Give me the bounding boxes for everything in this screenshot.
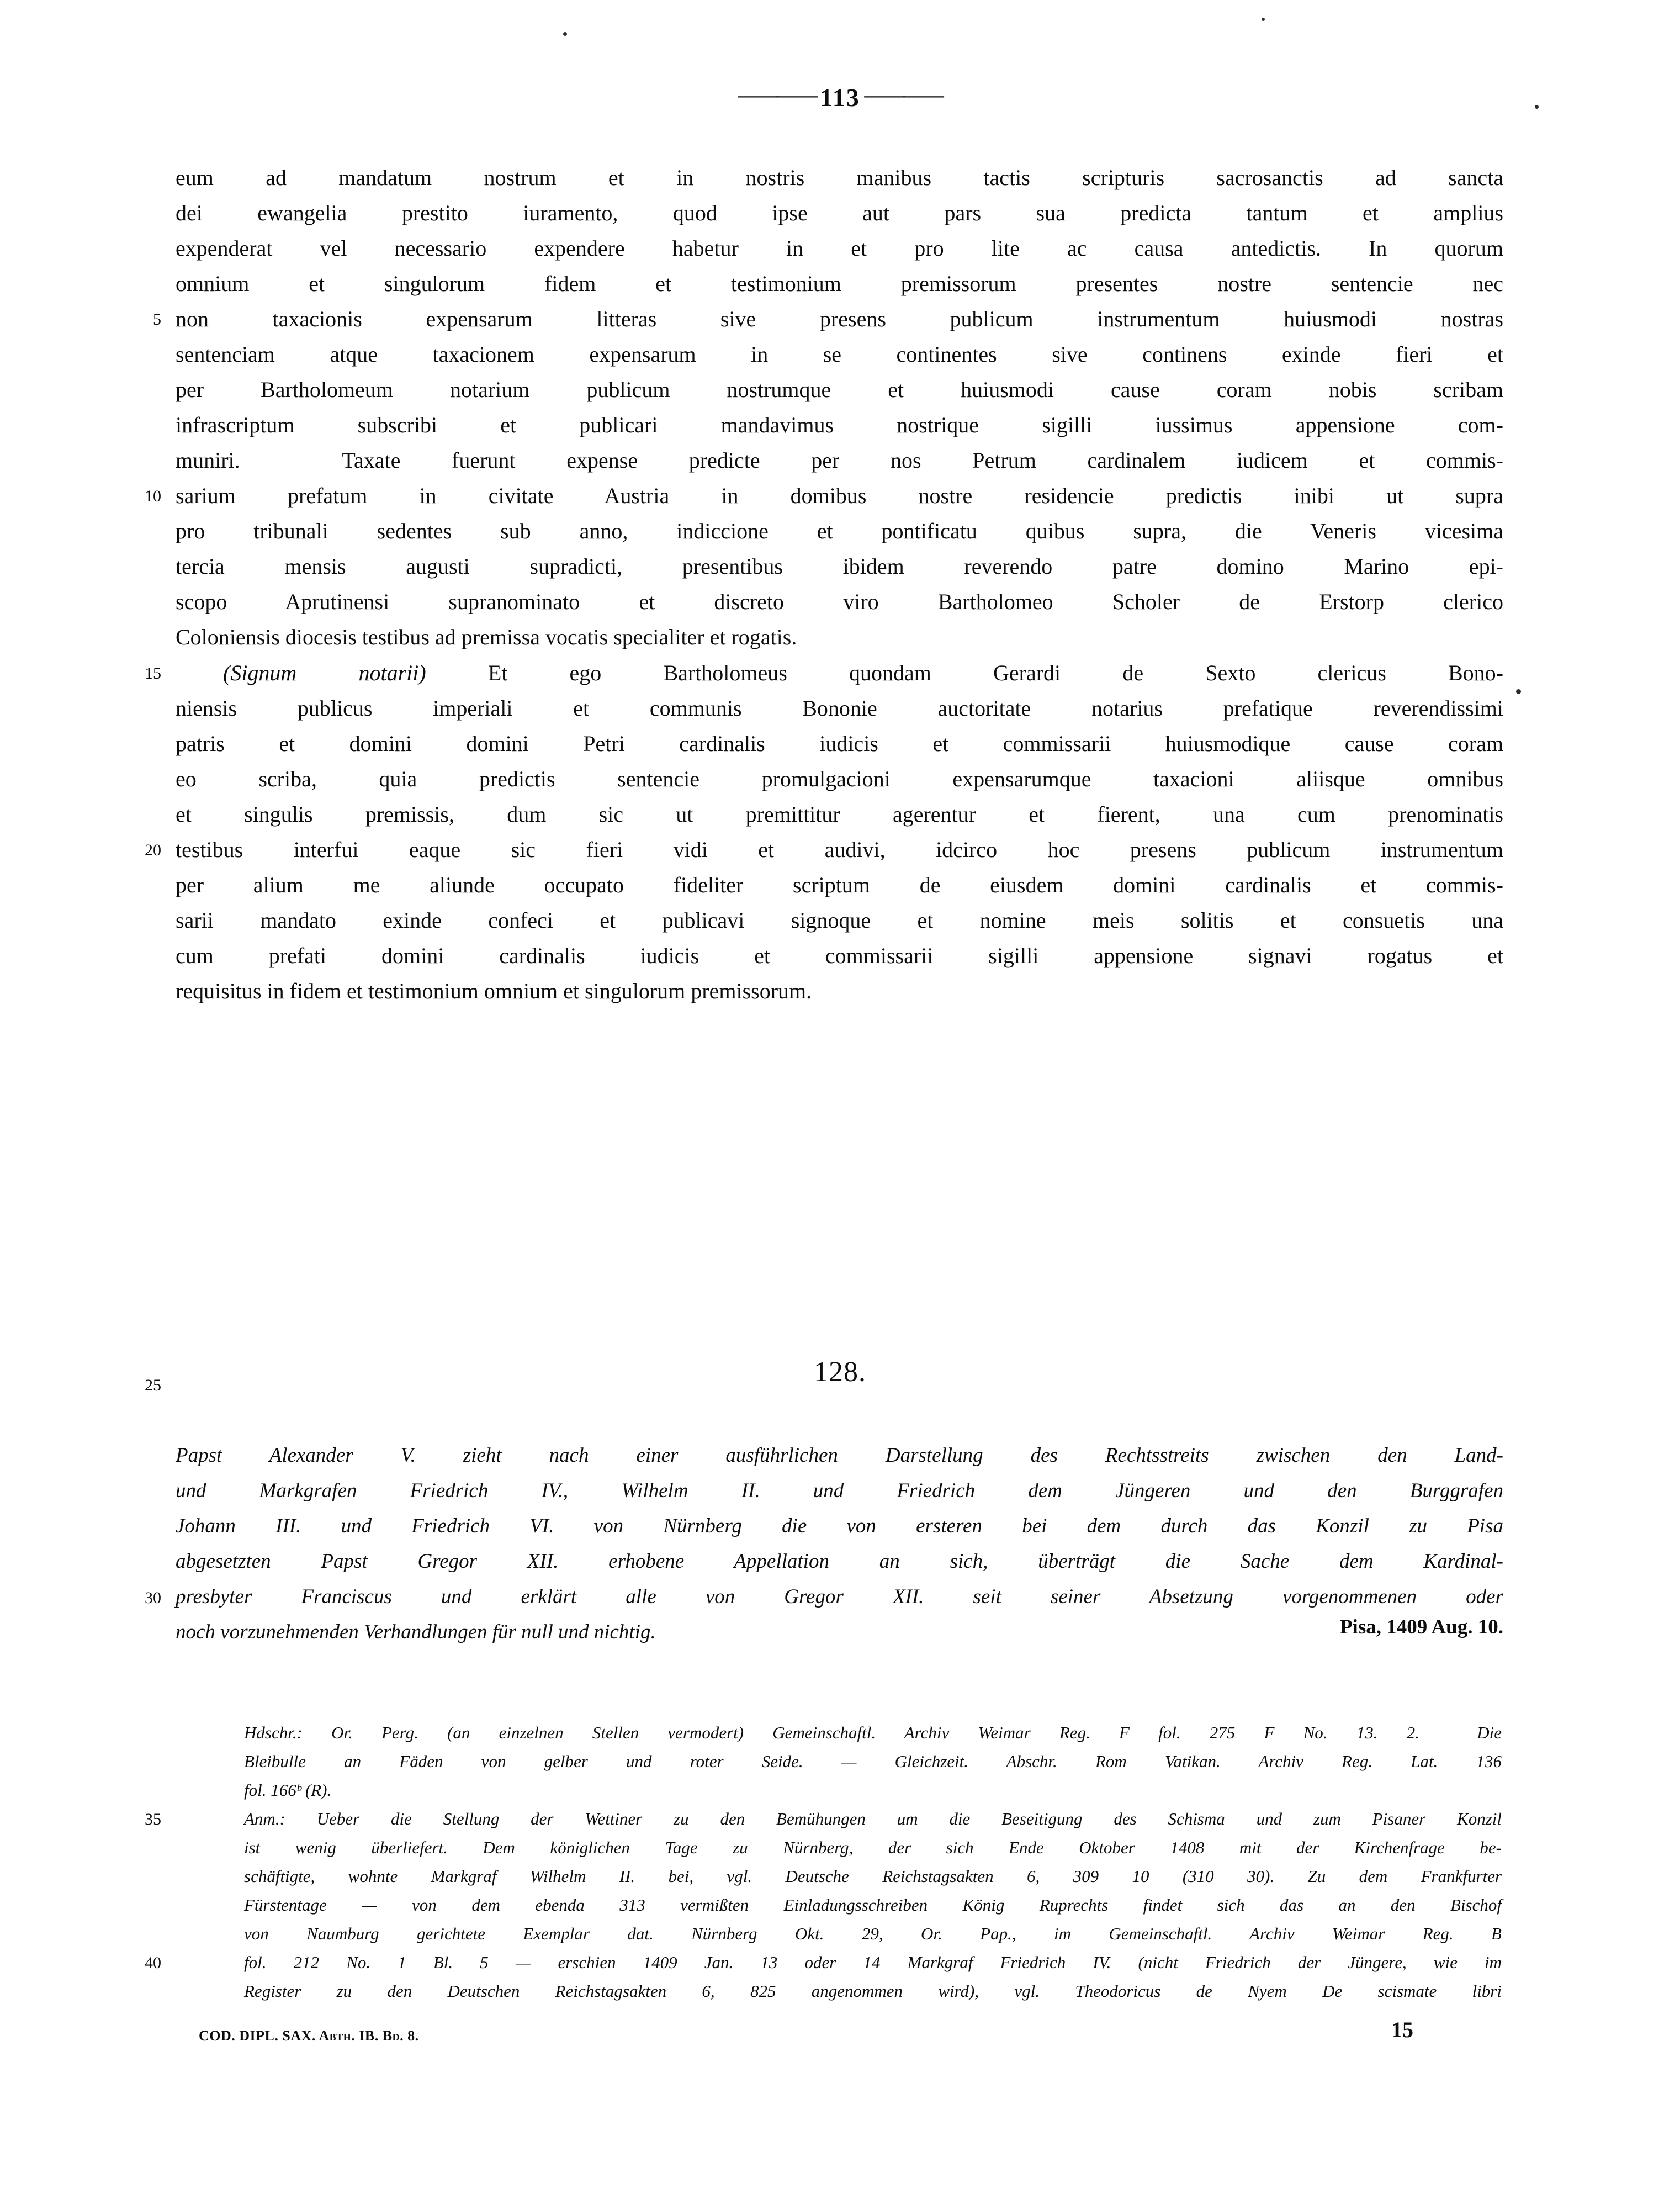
line-text-rest: Et ego Bartholomeus quondam Gerardi de Sexto clericus Bono- bbox=[426, 660, 1503, 685]
footer-series-label: COD. DIPL. SAX. Abth. IB. Bd. 8. bbox=[199, 2028, 419, 2044]
line-text: requisitus in fidem et testimonium omnium et singulorum premissorum. bbox=[176, 979, 812, 1003]
line-text: sarii mandato exinde confeci et publicavi signoque et nomine meis solitis et consuetis una bbox=[176, 908, 1503, 933]
text-line bbox=[176, 726, 1503, 762]
line-text: presbyter Franciscus und erklärt alle von Gregor XII. seit seiner Absetzung vorgenommenen oder bbox=[176, 1585, 1503, 1608]
note-label: Hdschr.: bbox=[244, 1723, 303, 1742]
page-number: 113 bbox=[820, 83, 860, 112]
text-line bbox=[176, 372, 1503, 408]
line-text: tercia mensis augusti supradicti, presentibus ibidem reverendo patre domino Marino epi- bbox=[176, 554, 1503, 579]
text-line bbox=[176, 974, 1503, 1009]
note-line bbox=[145, 1805, 1502, 1833]
note-text bbox=[221, 1948, 1502, 1977]
line-text: Johann III. und Friedrich VI. von Nürnberg die von ersteren bei dem durch das Konzil zu Pisa bbox=[176, 1515, 1503, 1537]
scan-speck bbox=[1535, 105, 1539, 109]
text-line bbox=[176, 337, 1503, 372]
line-text: expenderat vel necessario expendere habetur in et pro lite ac causa antedictis. In quorum bbox=[176, 236, 1503, 261]
scan-speck bbox=[1262, 18, 1265, 21]
page-header bbox=[0, 80, 1680, 112]
note-line bbox=[221, 1719, 1502, 1747]
text-line bbox=[176, 620, 1503, 655]
text-line bbox=[145, 1580, 1503, 1615]
line-text: infrascriptum subscribi et publicari mandavimus nostrique sigilli iussimus appensione com- bbox=[176, 413, 1503, 437]
note-text bbox=[221, 1920, 1502, 1948]
note-text bbox=[221, 1862, 1502, 1891]
text-line bbox=[176, 938, 1503, 974]
text-line bbox=[176, 408, 1503, 443]
line-number: 40 bbox=[145, 1954, 161, 1972]
line-number: 5 bbox=[153, 310, 161, 329]
text-line bbox=[145, 655, 1503, 691]
notes-apparatus bbox=[145, 1719, 1502, 2006]
text-line bbox=[176, 868, 1503, 903]
line-text: per alium me aliunde occupato fideliter scriptum de eiusdem domini cardinalis et commis- bbox=[176, 873, 1503, 897]
text-line bbox=[176, 1509, 1503, 1545]
line-text: per Bartholomeum notarium publicum nostrumque et huiusmodi cause coram nobis scribam bbox=[176, 377, 1503, 402]
note-body: fol. 166ᵇ (R). bbox=[244, 1780, 332, 1800]
text-line bbox=[176, 762, 1503, 797]
line-text: omnium et singulorum fidem et testimonium premissorum presentes nostre sentencie nec bbox=[176, 271, 1503, 296]
note-text bbox=[221, 1805, 1502, 1833]
signum-notarii-label: (Signum notarii) bbox=[223, 660, 426, 685]
note-line bbox=[221, 1833, 1502, 1862]
line-number: 10 bbox=[145, 487, 161, 505]
note-label: Anm.: bbox=[244, 1809, 285, 1828]
line-number: 25 bbox=[145, 1376, 161, 1394]
main-text-paragraph-2 bbox=[145, 655, 1503, 1009]
line-number: 35 bbox=[145, 1810, 161, 1828]
note-body: Or. Perg. (an einzelnen Stellen vermodert) Gemeinschaftl. Archiv Weimar Reg. F fol. 275 F No. 13. 2. Die bbox=[302, 1723, 1502, 1742]
line-text: non taxacionis expensarum litteras sive presens publicum instrumentum huiusmodi nostras bbox=[176, 306, 1503, 331]
text-line-with-date bbox=[176, 1615, 1503, 1651]
text-line bbox=[145, 478, 1503, 514]
note-line bbox=[221, 1776, 1502, 1805]
note-text bbox=[221, 1719, 1502, 1747]
note-text bbox=[221, 1977, 1502, 2006]
line-text: patris et domini domini Petri cardinalis iudicis et commissarii huiusmodique cause coram bbox=[176, 731, 1503, 756]
note-text bbox=[221, 1833, 1502, 1862]
note-line bbox=[221, 1977, 1502, 2006]
text-line bbox=[176, 549, 1503, 584]
text-line bbox=[176, 514, 1503, 549]
regest-paragraph bbox=[145, 1439, 1503, 1651]
line-text: muniri. Taxate fuerunt expense predicte per nos Petrum cardinalem iudicem et commis- bbox=[176, 448, 1503, 473]
line-text: eo scriba, quia predictis sentencie promulgacioni expensarumque taxacioni aliisque omnibus bbox=[176, 766, 1503, 791]
note-body: fol. 212 No. 1 Bl. 5 — erschien 1409 Jan. 13 oder 14 Markgraf Friedrich IV. (nicht Friedrich der Jüngere, wie im bbox=[244, 1953, 1502, 1972]
note-line bbox=[221, 1891, 1502, 1920]
note-body: schäftigte, wohnte Markgraf Wilhelm II. bei, vgl. Deutsche Reichstagsakten 6, 309 10 (310 30). Zu dem Frankfurter bbox=[244, 1867, 1502, 1886]
line-text: dei ewangelia prestito iuramento, quod ipse aut pars sua predicta tantum et amplius bbox=[176, 200, 1503, 225]
note-body: Bleibulle an Fäden von gelber und roter Seide. — Gleichzeit. Abschr. Rom Vatikan. Archiv Reg. Lat. 136 bbox=[244, 1752, 1502, 1771]
note-body: Register zu den Deutschen Reichstagsakten 6, 825 angenommen wird), vgl. Theodoricus de Nyem De scismate libri bbox=[244, 1981, 1502, 2001]
text-line bbox=[176, 691, 1503, 726]
text-line bbox=[176, 266, 1503, 302]
note-body: von Naumburg gerichtete Exemplar dat. Nürnberg Okt. 29, Or. Pap., im Gemeinschaftl. Archiv Weimar Reg. B bbox=[244, 1924, 1502, 1943]
line-text: abgesetzten Papst Gregor XII. erhobene Appellation an sich, überträgt die Sache dem Kardinal- bbox=[176, 1550, 1503, 1573]
footer-signature-number: 15 bbox=[1391, 2017, 1413, 2042]
text-line bbox=[176, 443, 1503, 478]
text-line bbox=[153, 302, 1503, 337]
line-text bbox=[176, 655, 1503, 691]
note-line bbox=[221, 1747, 1502, 1776]
text-line bbox=[176, 797, 1503, 832]
note-line bbox=[221, 1862, 1502, 1891]
section-number: 128. bbox=[814, 1356, 866, 1388]
main-text-paragraph-1 bbox=[145, 160, 1503, 655]
line-text: und Markgrafen Friedrich IV., Wilhelm II. und Friedrich dem Jüngeren und den Burggrafen bbox=[176, 1479, 1503, 1502]
text-line bbox=[176, 160, 1503, 195]
line-text: Papst Alexander V. zieht nach einer ausführlichen Darstellung des Rechtsstreits zwischen den Land- bbox=[176, 1444, 1503, 1467]
line-text: et singulis premissis, dum sic ut premittitur agerentur et fierent, una cum prenominatis bbox=[176, 802, 1503, 827]
header-dash-right: —— bbox=[864, 80, 942, 108]
scan-speck bbox=[1516, 689, 1521, 694]
note-text bbox=[221, 1891, 1502, 1920]
line-number: 30 bbox=[145, 1589, 161, 1607]
line-text: niensis publicus imperiali et communis Bononie auctoritate notarius prefatique reverendissimi bbox=[176, 696, 1503, 721]
header-dash-left: —— bbox=[738, 80, 816, 108]
line-text: cum prefati domini cardinalis iudicis et commissarii sigilli appensione signavi rogatus et bbox=[176, 943, 1503, 968]
note-body: ist wenig überliefert. Dem königlichen Tage zu Nürnberg, der sich Ende Oktober 1408 mit der Kirchenfrage be- bbox=[244, 1838, 1502, 1857]
place-date: Pisa, 1409 Aug. 10. bbox=[1339, 1616, 1503, 1638]
line-text: sarium prefatum in civitate Austria in domibus nostre residencie predictis inibi ut supra bbox=[176, 483, 1503, 508]
line-text: noch vorzunehmenden Verhandlungen für null und nichtig. bbox=[176, 1621, 656, 1643]
line-text: pro tribunali sedentes sub anno, indiccione et pontificatu quibus supra, die Veneris vicesima bbox=[176, 519, 1503, 543]
text-line bbox=[176, 231, 1503, 266]
line-text: Coloniensis diocesis testibus ad premissa vocatis specialiter et rogatis. bbox=[176, 625, 797, 649]
scan-speck bbox=[563, 32, 567, 36]
line-text: testibus interfui eaque sic fieri vidi et audivi, idcirco hoc presens publicum instrumentum bbox=[176, 837, 1503, 862]
text-line bbox=[145, 832, 1503, 868]
note-body: Ueber die Stellung der Wettiner zu den Bemühungen um die Beseitigung des Schisma und zum Pisaner Konzil bbox=[285, 1809, 1502, 1828]
line-text: eum ad mandatum nostrum et in nostris manibus tactis scripturis sacrosanctis ad sancta bbox=[176, 165, 1503, 190]
note-body: Fürstentage — von dem ebenda 313 vermißten Einladungsschreiben König Ruprechts findet sich das an den Bischof bbox=[244, 1895, 1502, 1915]
line-text: sentenciam atque taxacionem expensarum in se continentes sive continens exinde fieri et bbox=[176, 342, 1503, 367]
text-line bbox=[176, 195, 1503, 231]
note-line bbox=[221, 1920, 1502, 1948]
line-number: 20 bbox=[145, 841, 161, 859]
line-number: 15 bbox=[145, 664, 161, 683]
text-line bbox=[176, 1474, 1503, 1509]
text-line bbox=[176, 1545, 1503, 1580]
text-line bbox=[176, 1439, 1503, 1474]
text-line bbox=[176, 584, 1503, 620]
text-line bbox=[176, 903, 1503, 938]
line-text: scopo Aprutinensi supranominato et discreto viro Bartholomeo Scholer de Erstorp clerico bbox=[176, 589, 1503, 614]
note-line bbox=[145, 1948, 1502, 1977]
note-text bbox=[221, 1776, 1502, 1805]
note-text bbox=[221, 1747, 1502, 1776]
